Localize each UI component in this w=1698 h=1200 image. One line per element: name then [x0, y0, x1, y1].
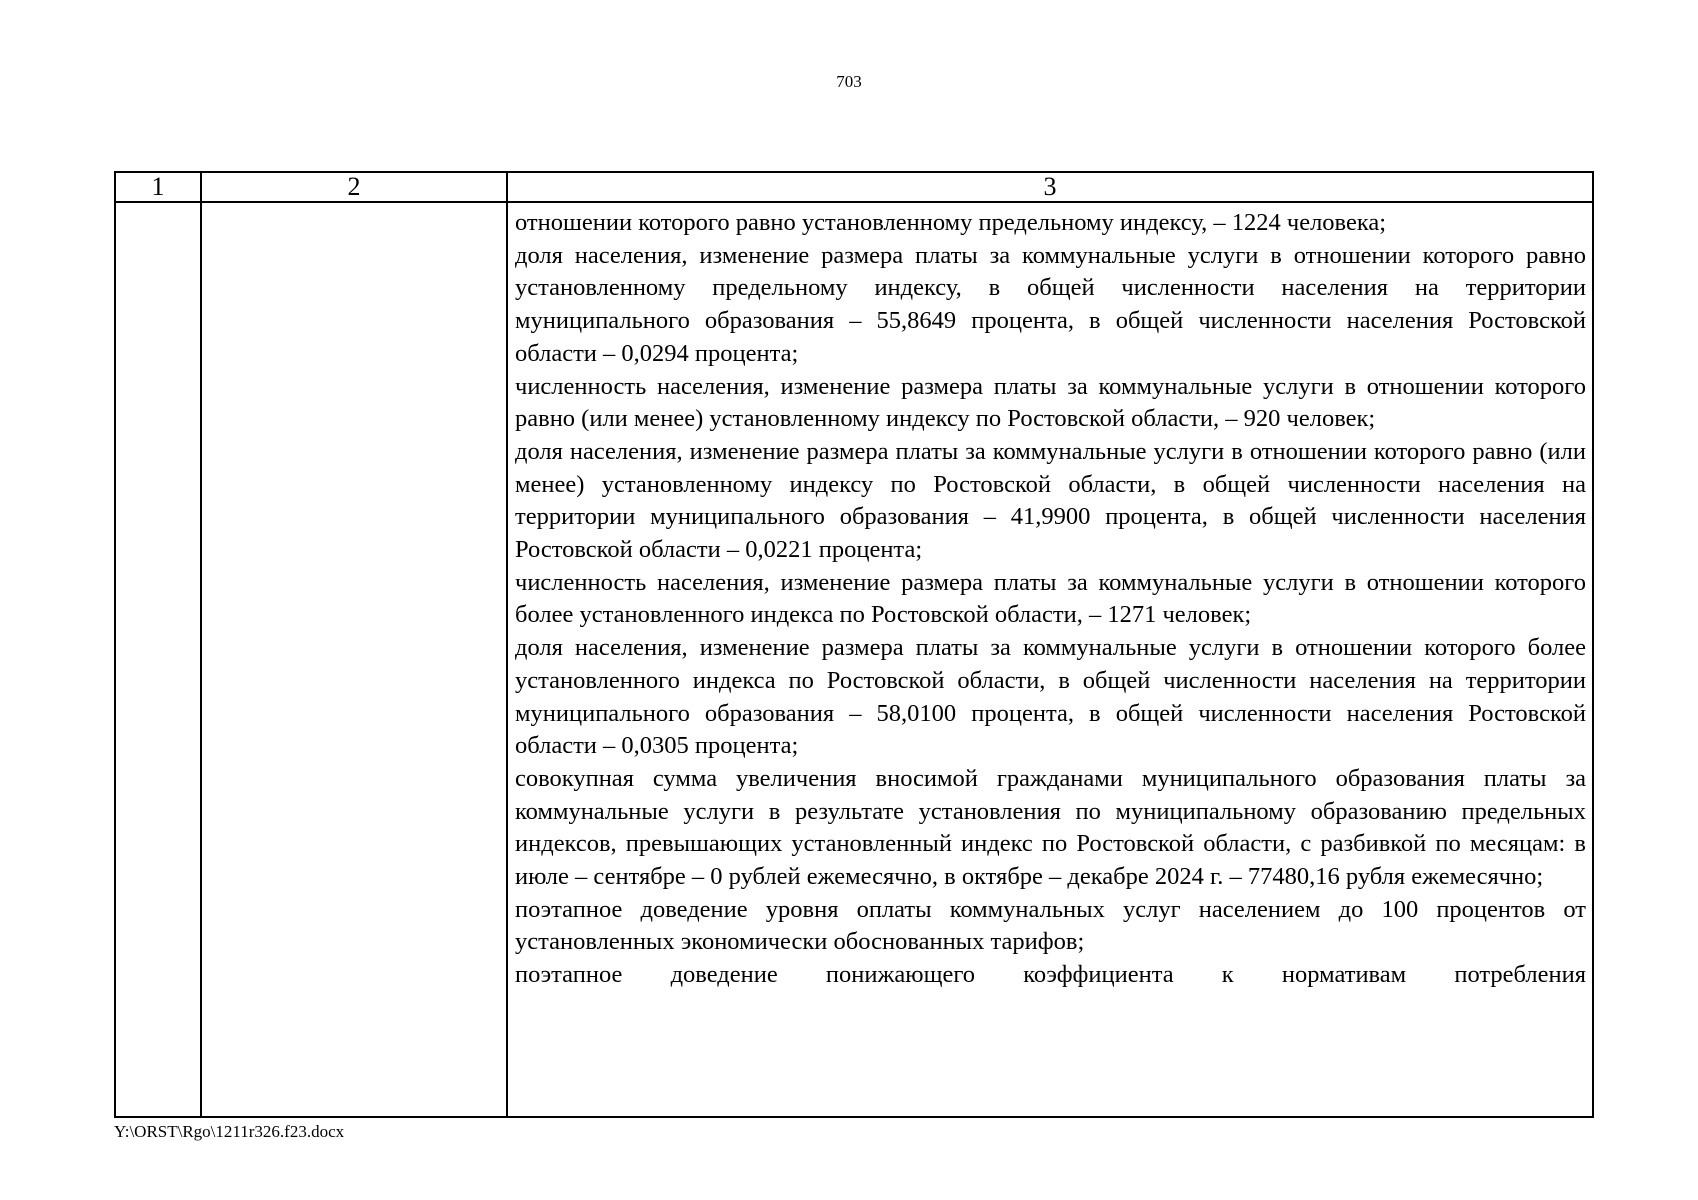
paragraph: отношении которого равно установленному предельному индексу, – 1224 человека; [515, 209, 1387, 236]
paragraph: численность населения, изменение размера платы за коммунальные услуги в отношении которого более установленного индекса по Ростовской области, – 1271 человек; [515, 568, 1586, 629]
paragraph: доля населения, изменение размера платы за коммунальные услуги в отношении которого равно установленному предельному индексу, в общей численности населения на территории муниципального образования – 55,8649 процента, в общей численности населения Ростовской области – 0,0294 процента; [515, 241, 1586, 367]
paragraph: поэтапное доведение уровня оплаты коммунальных услуг населением до 100 процентов от установленных экономически обоснованных тарифов; [515, 895, 1586, 956]
paragraph: доля населения, изменение размера платы за коммунальные услуги в отношении которого более установленного индекса по Ростовской области, в общей численности населения на территории муниципального образования – 58,0100 процента, в общей численности населения Ростовской области – 0,0305 процента; [515, 634, 1586, 760]
column-3-cell [507, 202, 1593, 1117]
document-table [114, 171, 1594, 1118]
paragraph: поэтапное доведение понижающего коэффициента к нормативам потребления [515, 961, 1586, 989]
table-row [115, 202, 1593, 1117]
column-header-1: 1 [115, 172, 201, 202]
paragraph: совокупная сумма увеличения вносимой гражданами муниципального образования платы за коммунальные услуги в результате установления по муниципальному образованию предельных индексов, превышающих установленный индекс по Ростовской области, с разбивкой по месяцам: в июле – сентябре – 0 рублей ежемесячно, в октябре – декабре 2024 г. – 77480,16 рубля ежемесячно; [515, 764, 1586, 891]
column-2-cell [201, 202, 507, 1117]
paragraph: численность населения, изменение размера платы за коммунальные услуги в отношении которого равно (или менее) установленному индексу по Ростовской области, – 920 человек; [515, 372, 1586, 433]
paragraph: доля населения, изменение размера платы за коммунальные услуги в отношении которого равно (или менее) установленному индексу по Ростовской области, в общей численности населения на территории муниципального образования – 41,9900 процента, в общей численности населения Ростовской области – 0,0221 процента; [515, 437, 1586, 564]
column-1-cell [115, 202, 201, 1117]
column-header-3: 3 [507, 172, 1593, 202]
page-number: 703 [836, 72, 862, 91]
column-header-2: 2 [201, 172, 507, 202]
table-header-row [115, 172, 1593, 202]
footer-file-path: Y:\ORST\Rgo\1211r326.f23.docx [114, 1122, 345, 1141]
